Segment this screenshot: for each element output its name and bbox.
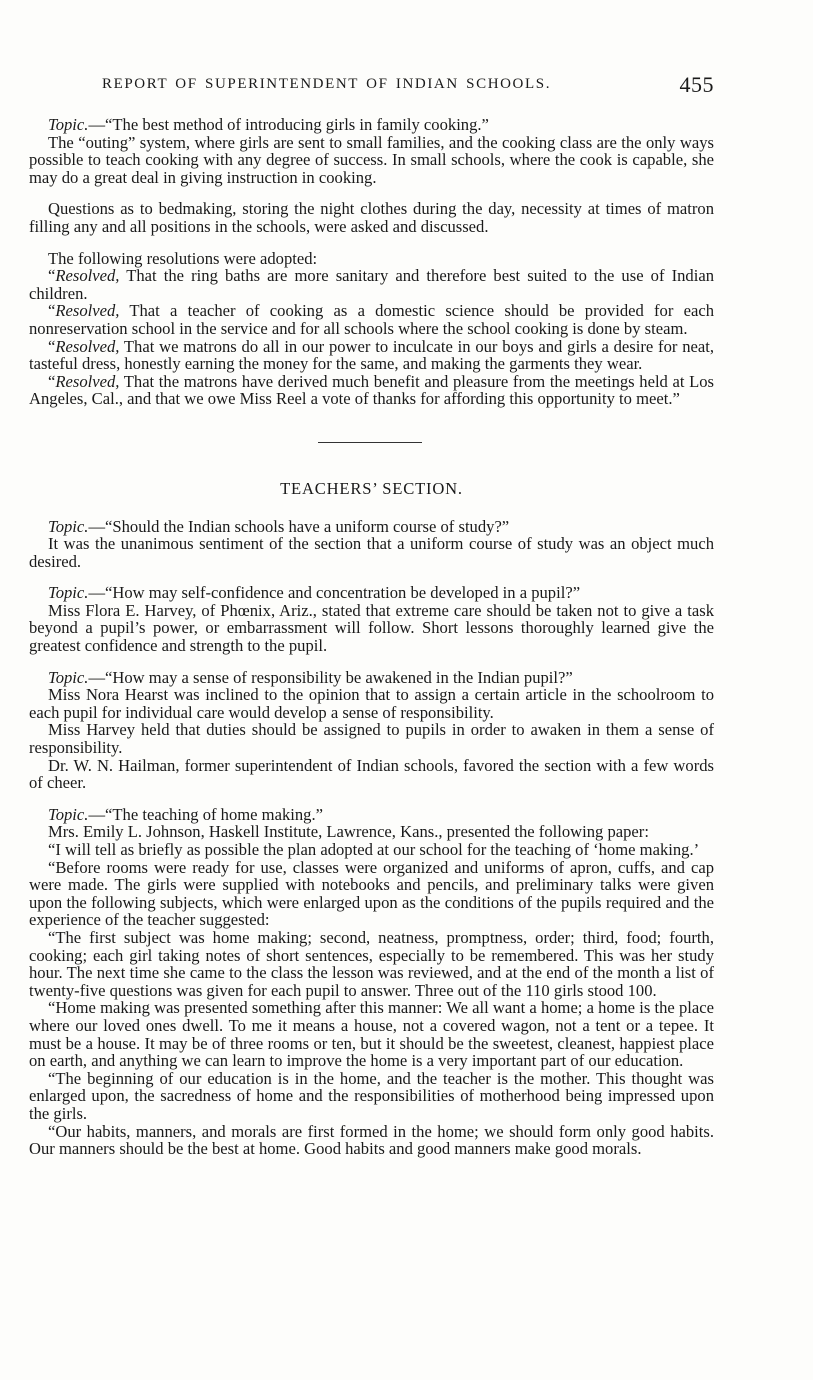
paragraph-beginning: “The beginning of our education is in the home, and the teacher is the mother. This thought was enlarged upon, the sacredness of home and the responsibilities of motherhood being impressed upon the girls. [29, 1068, 714, 1123]
paragraph-harvey-duties: Miss Harvey held that duties should be assigned to pupils in order to awaken in them a sense of responsibility. [29, 720, 714, 758]
resolved-label: Resolved, [55, 301, 120, 321]
topic-paragraph [29, 669, 714, 687]
topic-label: Topic. [48, 516, 89, 536]
resolution-text: That a teacher of cooking as a domestic science should be provided for each nonreservation school in the service and for all schools where the school cooking is done by steam. [29, 301, 714, 338]
resolved-label: Resolved, [55, 336, 120, 356]
topic-label: Topic. [48, 115, 89, 134]
topic-label: Topic. [48, 583, 89, 603]
topic-text: —“The best method of introducing girls in family cooking.” [88, 115, 489, 134]
topic-paragraph [29, 584, 714, 602]
resolution-paragraph: “Resolved, That the matrons have derived much benefit and pleasure from the meetings held at Los Angeles, Cal., and that we owe Miss Reel a vote of thanks for affording this opportunity to meet.” [29, 371, 714, 409]
paragraph-questions: Questions as to bedmaking, storing the night clothes during the day, necessity at times of matron filling any and all positions in the schools, were asked and discussed. [29, 199, 714, 236]
paragraph-harvey-phoenix: Miss Flora E. Harvey, of Phœnix, Ariz., stated that extreme care should be taken not to give a task beyond a pupil’s power, or embarrassment will follow. Short lessons thoroughly learned give the greatest confidence and strength to the pupil. [29, 600, 714, 656]
paragraph-johnson: Mrs. Emily L. Johnson, Haskell Institute, Lawrence, Kans., presented the following paper: [48, 822, 649, 842]
topic-paragraph [29, 806, 714, 824]
resolution-paragraph: “Resolved, That we matrons do all in our power to inculcate in our boys and girls a desire for neat, tasteful dress, honestly earning the money for the same, and making the garments they wear. [29, 336, 714, 374]
page-header [102, 72, 714, 102]
section-divider [318, 442, 422, 443]
resolution-paragraph: “Resolved, That a teacher of cooking as a domestic science should be provided for each nonreservation school in the service and for all schools where the school cooking is done by steam. [29, 301, 714, 338]
paragraph-outing: The “outing” system, where girls are sent to small families, and the cooking class are the only ways possible to teach cooking with any degree of success. In small schools, where the cook is capable, she may do a great deal in giving instruction in cooking. [29, 132, 714, 187]
topic-text: —“How may self-confidence and concentration be developed in a pupil?” [88, 583, 581, 603]
paragraph-first-subject: “The first subject was home making; second, neatness, promptness, order; third, food; fourth, cooking; each girl taking notes of short sentences, especially to be remembered. This was her study hour. The next time she came to the class the lesson was reviewed, and at the end of the month a list of twenty-five questions was given for each pupil to answer. Three out of the 110 girls stood 100. [29, 927, 714, 1000]
paragraph-before: “Before rooms were ready for use, classes were organized and uniforms of apron, cuffs, and cap were made. The girls were supplied with notebooks and pencils, and preliminary talks were given upon the following subjects, which were enlarged upon as the conditions of the pupils required and the experience of the teacher suggested: [29, 857, 714, 930]
topic-label: Topic. [48, 804, 89, 824]
resolution-text: That we matrons do all in our power to inculcate in our boys and girls a desire for neat, tasteful dress, honestly earning the money for the same, and making the garments they wear. [29, 336, 714, 374]
resolution-paragraph: “Resolved, That the ring baths are more sanitary and therefore best suited to the use of Indian children. [29, 266, 714, 303]
section-heading: TEACHERS’ SECTION. [280, 478, 463, 498]
topic-text: —“Should the Indian schools have a uniform course of study?” [88, 516, 510, 536]
resolved-label: Resolved, [55, 266, 120, 286]
paragraph-home-presented: “Home making was presented something after this manner: We all want a home; a home is the place where our loved ones dwell. To me it means a house, not a covered wagon, not a tent or a tepee. It must be a house. It may be of three rooms or ten, but it should be the sweetest, cleanest, happiest place on earth, and anything we can learn to improve the home is a very important part of our education. [29, 998, 714, 1071]
topic-text: —“How may a sense of responsibility be awakened in the Indian pupil?” [88, 667, 573, 687]
paragraph-unanimous: It was the unanimous sentiment of the section that a uniform course of study was an object much desired. [29, 534, 714, 571]
paragraph-resolutions-intro: The following resolutions were adopted: [48, 248, 318, 268]
page-number: 455 [679, 72, 714, 97]
body-text [29, 116, 714, 1158]
topic-text: —“The teaching of home making.” [88, 804, 323, 824]
resolved-label: Resolved, [55, 371, 120, 391]
topic-paragraph [29, 518, 714, 536]
topic-paragraph [29, 116, 714, 134]
running-title: REPORT OF SUPERINTENDENT OF INDIAN SCHOOLS. [102, 76, 552, 92]
paragraph-hearst: Miss Nora Hearst was inclined to the opinion that to assign a certain article in the schoolroom to each pupil for individual care would develop a sense of responsibility. [29, 685, 714, 722]
resolution-text: That the ring baths are more sanitary and therefore best suited to the use of Indian children. [29, 266, 714, 303]
paragraph-hailman: Dr. W. N. Hailman, former superintendent of Indian schools, favored the section with a few words of cheer. [29, 755, 714, 793]
topic-label: Topic. [48, 667, 89, 687]
paragraph-tell: “I will tell as briefly as possible the plan adopted at our school for the teaching of ‘home making.’ [48, 840, 700, 859]
resolution-text: That the matrons have derived much benefit and pleasure from the meetings held at Los Angeles, Cal., and that we owe Miss Reel a vote of thanks for affording this opportunity to meet.” [29, 371, 714, 409]
paragraph-habits: “Our habits, manners, and morals are first formed in the home; we should form only good habits. Our manners should be the best at home. Good habits and good manners make good morals. [29, 1121, 714, 1159]
